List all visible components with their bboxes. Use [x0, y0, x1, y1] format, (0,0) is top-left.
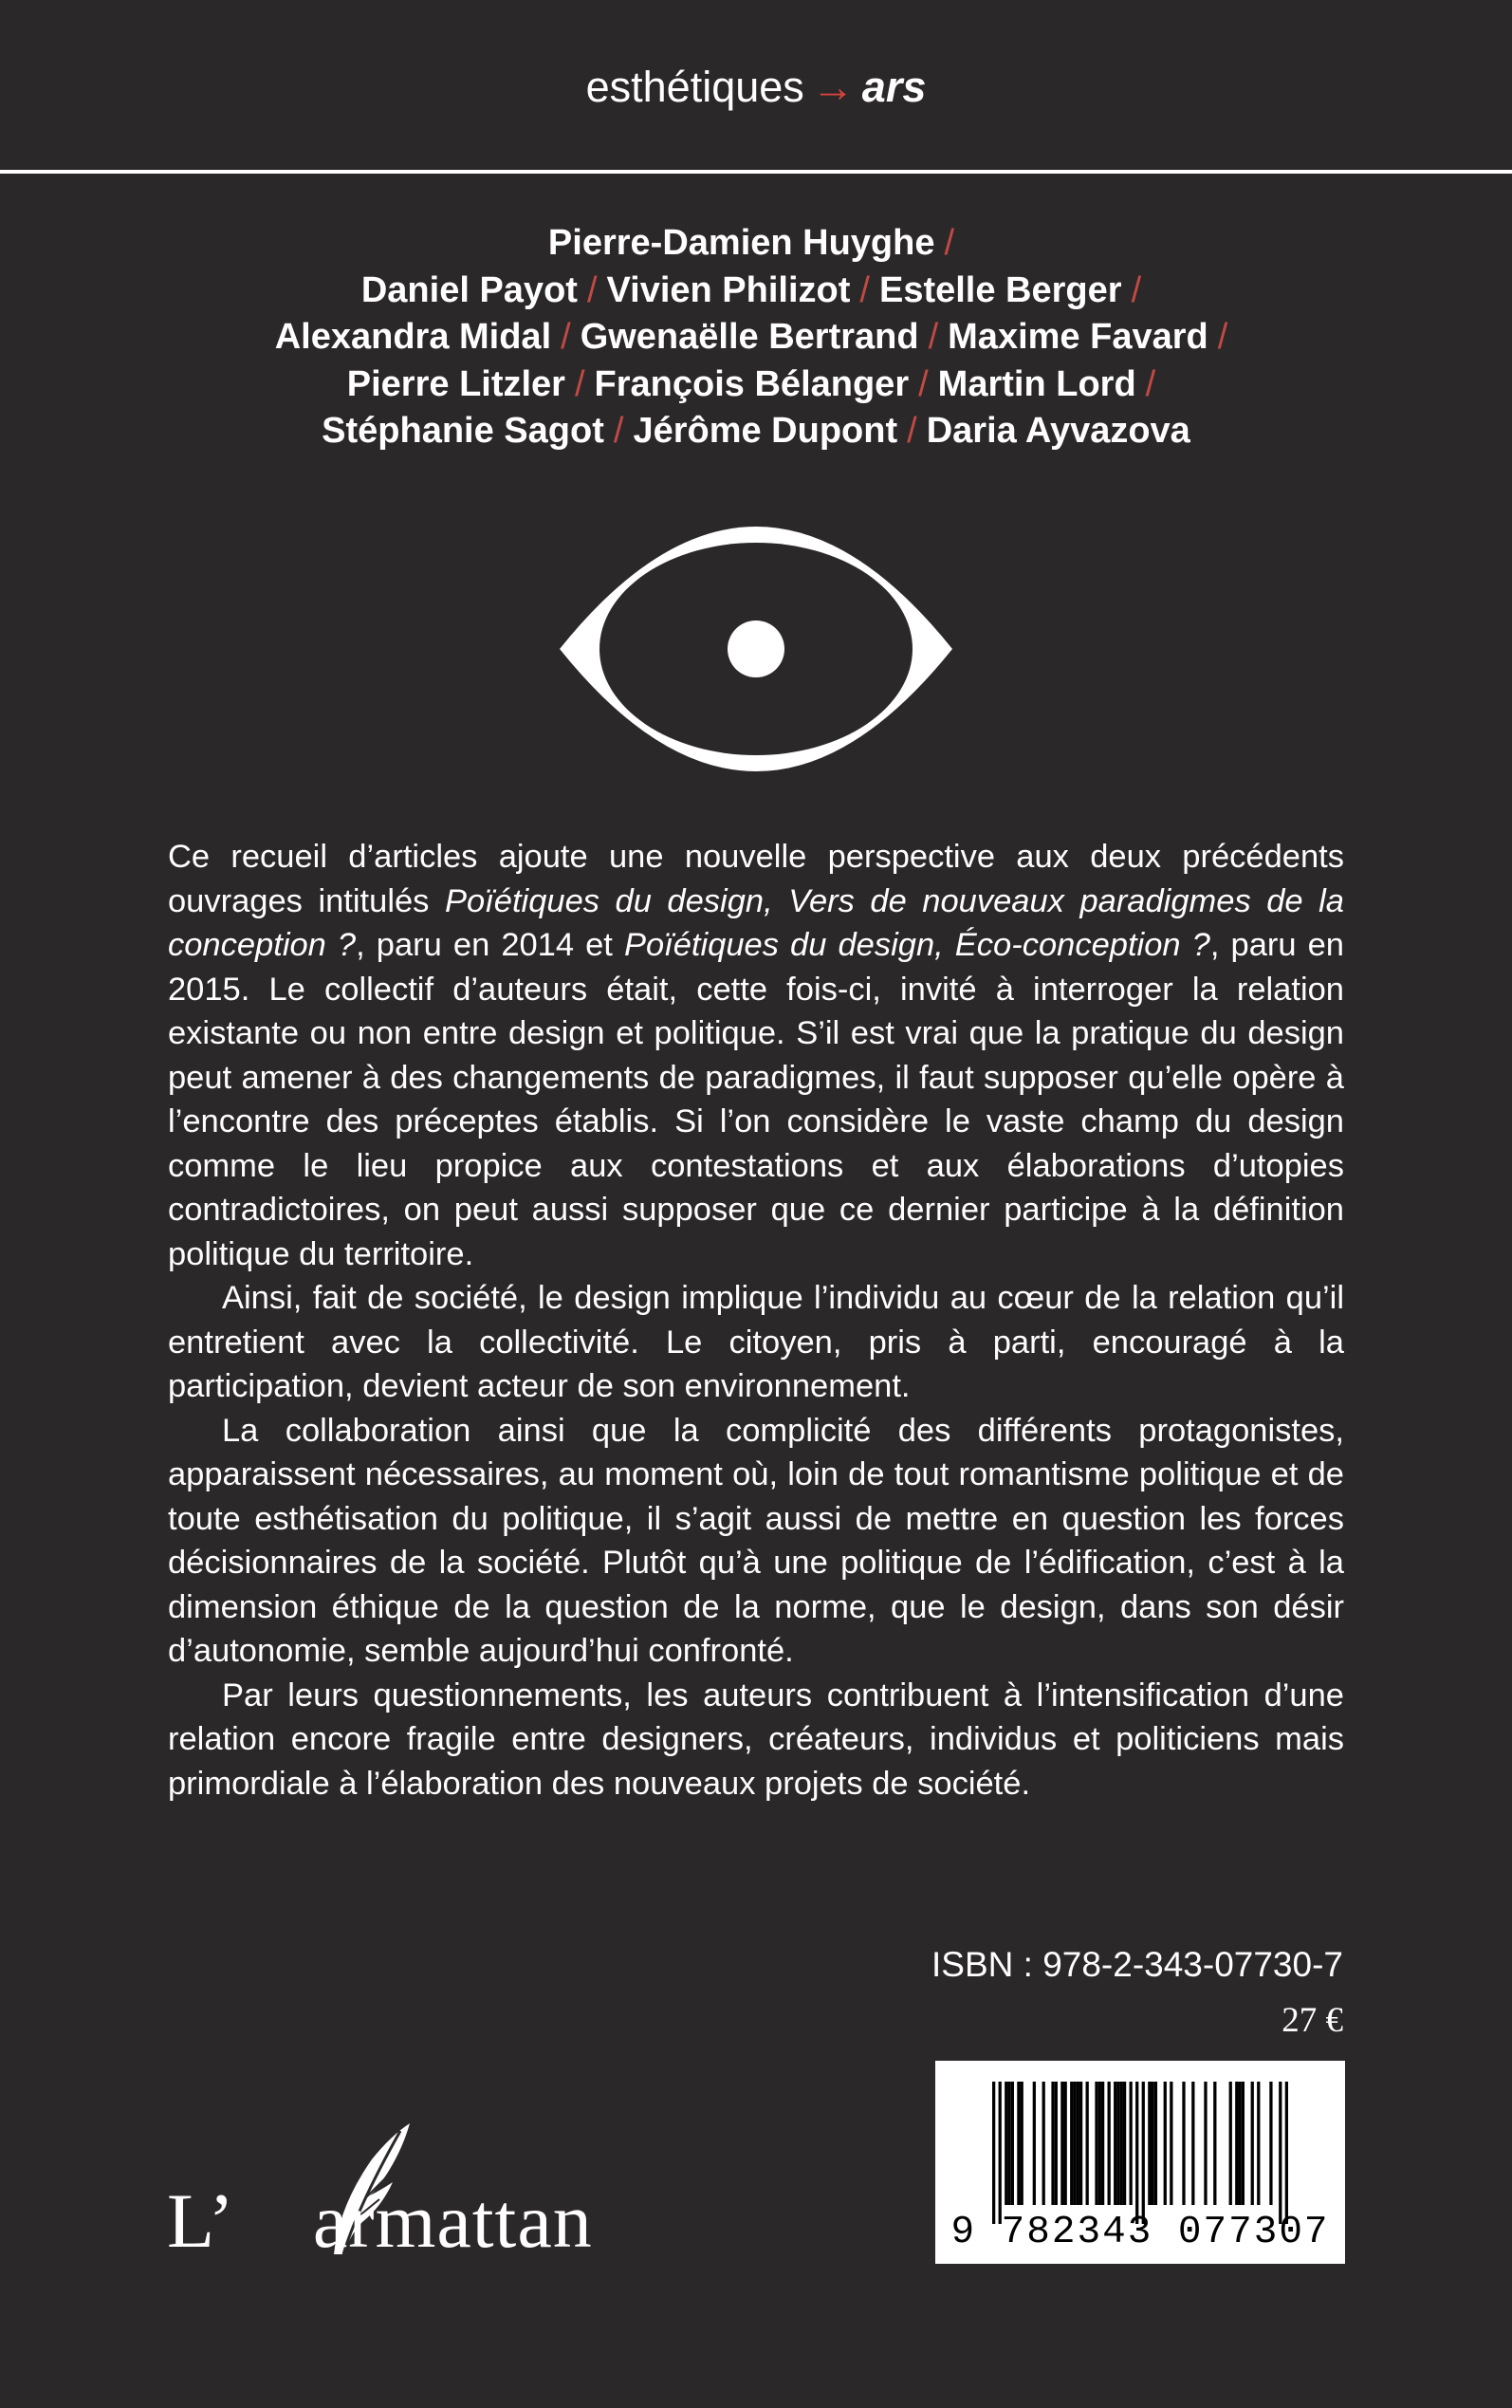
barcode-bar — [1279, 2082, 1282, 2224]
barcode-bar — [1151, 2082, 1153, 2205]
series-suffix: ars — [861, 63, 927, 111]
arrow-icon: → — [811, 63, 855, 111]
author-separator: / — [907, 411, 917, 451]
author-name: Jérôme Dupont — [633, 411, 898, 451]
barcode-bar — [1073, 2082, 1076, 2205]
author-name: Pierre Litzler — [346, 363, 565, 404]
barcode-digits: 9 782343 077307 — [950, 2211, 1330, 2254]
publisher-name: L’ armattan — [167, 2177, 593, 2264]
barcode-bar — [1120, 2082, 1123, 2205]
author-name: Daria Ayvazova — [926, 411, 1190, 451]
isbn: ISBN : 978-2-343-07730-7 — [931, 1945, 1343, 1984]
paragraph-1: Ce recueil d’articles ajoute une nouvelle perspective aux deux précédents ouvrages intitulés Poïétiques du design, Vers de nouveaux paradigmes de la conception ?, paru en 2014 et Poïétiques du design, Éco-conception ?, paru en 2015. Le collectif d’auteurs était, cette fois-ci, invité à interroger la relation existante ou non entre design et politique. S’il est vrai que la pratique du design peut amener à des changements de paradigmes, il faut supposer qu’elle opère à l’encontre des préceptes établis. Si l’on considère le vaste champ du design comme le lieu propice aux contestations et aux élaborations d’utopies contradictoires, on peut aussi supposer que ce dernier participe à la définition politique du territoire. — [168, 839, 1344, 1272]
barcode-bar — [1017, 2082, 1020, 2205]
barcode-bar — [1182, 2082, 1185, 2205]
price: 27 € — [1282, 2001, 1343, 2040]
author-separator: / — [1217, 317, 1228, 357]
author-name: François Bélanger — [594, 363, 910, 404]
author-name: Pierre-Damien Huyghe — [547, 223, 935, 263]
author-list — [0, 220, 1512, 455]
author-separator: / — [928, 317, 939, 357]
barcode-bar — [1042, 2082, 1045, 2205]
barcode-bar — [1135, 2082, 1138, 2224]
author-separator: / — [1145, 363, 1156, 404]
barcode-bar — [1257, 2082, 1260, 2205]
barcode-bar — [1011, 2082, 1014, 2205]
barcode-bar — [1114, 2082, 1116, 2205]
barcode-bar — [1064, 2082, 1067, 2205]
barcode-bar — [1191, 2082, 1194, 2205]
author-line — [0, 268, 1512, 315]
barcode-bar — [1242, 2082, 1245, 2205]
author-name: Martin Lord — [937, 363, 1136, 404]
barcode-bar — [1235, 2082, 1238, 2205]
barcode-bar — [1285, 2082, 1288, 2224]
barcode-bar — [1070, 2082, 1073, 2205]
author-line — [0, 220, 1512, 268]
barcode-bar — [1055, 2082, 1058, 2205]
barcode-bar — [1077, 2082, 1079, 2205]
barcode-bar — [999, 2082, 1002, 2224]
barcode-bar — [1123, 2082, 1126, 2205]
barcode-bar — [1086, 2082, 1089, 2205]
author-separator: / — [613, 411, 624, 451]
barcode-bar — [1170, 2082, 1172, 2205]
barcode-bar — [1154, 2082, 1157, 2205]
author-name: Alexandra Midal — [274, 317, 552, 357]
barcode-bar — [1229, 2082, 1232, 2205]
barcode-bar — [1033, 2082, 1036, 2205]
barcode-bar — [1142, 2082, 1145, 2224]
barcode-bar — [1204, 2082, 1207, 2205]
barcode-bar — [992, 2082, 995, 2224]
author-separator: / — [859, 269, 870, 310]
barcode-bar — [1130, 2082, 1133, 2205]
barcode-bar — [1238, 2082, 1241, 2205]
book-title-2: Poïétiques du design, Éco-conception ? — [623, 927, 1210, 963]
series-title — [0, 59, 1512, 116]
header-divider — [0, 170, 1512, 174]
eye-icon — [560, 527, 952, 771]
barcode-bars — [992, 2082, 1288, 2224]
author-name: Vivien Philizot — [606, 269, 851, 310]
barcode-bar — [1060, 2082, 1063, 2205]
author-separator: / — [586, 269, 598, 310]
author-line — [0, 361, 1512, 409]
author-name: Stéphanie Sagot — [322, 411, 604, 451]
author-separator: / — [574, 363, 585, 404]
publisher-logo — [167, 2121, 641, 2311]
paragraph-2: Ainsi, fait de société, le design implique l’individu au cœur de la relation qu’il entretient avec la collectivité. Le citoyen, pris à parti, encouragé à la participation, devient acteur de son environnement. — [168, 1280, 1344, 1404]
series-prefix: esthétiques — [585, 63, 804, 111]
paragraph-4: Par leurs questionnements, les auteurs contribuent à l’intensification d’une relation encore fragile entre designers, créateurs, individus et politiciens mais primordiale à l’élaboration des nouveaux projets de société. — [168, 1676, 1344, 1802]
barcode-bar — [1101, 2082, 1104, 2205]
barcode-bar — [1213, 2082, 1216, 2205]
paragraph-3: La collaboration ainsi que la complicité des différents protagonistes, apparaissent nécessaires, au moment où, loin de tout romantisme politique et de toute esthétisation du politique, il s’agit aussi de mettre en question les forces décisionnaires de la société. Plutôt qu’à une politique de l’édification, c’est à la dimension éthique de la question de la norme, que le design, dans son désir d’autonomie, semble aujourd’hui confronté. — [168, 1412, 1344, 1669]
barcode-bar — [1164, 2082, 1167, 2205]
barcode — [935, 2061, 1345, 2264]
author-separator: / — [1131, 269, 1142, 310]
author-name: Estelle Berger — [878, 269, 1122, 310]
author-line — [0, 314, 1512, 361]
author-line — [0, 408, 1512, 455]
barcode-bar — [1095, 2082, 1097, 2205]
barcode-bar — [1116, 2082, 1119, 2205]
book-title-1: Poïétiques du design, Vers de nouveaux paradigmes de la conception ? — [168, 882, 1344, 963]
author-separator: / — [944, 223, 955, 263]
barcode-bar — [1007, 2082, 1010, 2205]
barcode-bar — [1251, 2082, 1254, 2205]
barcode-bar — [1079, 2082, 1082, 2205]
author-name: Gwenaëlle Bertrand — [580, 317, 919, 357]
author-name: Maxime Favard — [948, 317, 1208, 357]
barcode-bar — [1021, 2082, 1023, 2205]
barcode-bar — [1108, 2082, 1111, 2205]
barcode-bar — [1005, 2082, 1007, 2205]
barcode-bar — [1051, 2082, 1054, 2205]
back-cover-description — [168, 835, 1344, 1806]
barcode-bar — [1148, 2082, 1151, 2205]
author-separator: / — [918, 363, 929, 404]
author-name: Daniel Payot — [360, 269, 578, 310]
barcode-bar — [1098, 2082, 1101, 2205]
author-separator: / — [561, 317, 571, 357]
barcode-bar — [1269, 2082, 1272, 2205]
